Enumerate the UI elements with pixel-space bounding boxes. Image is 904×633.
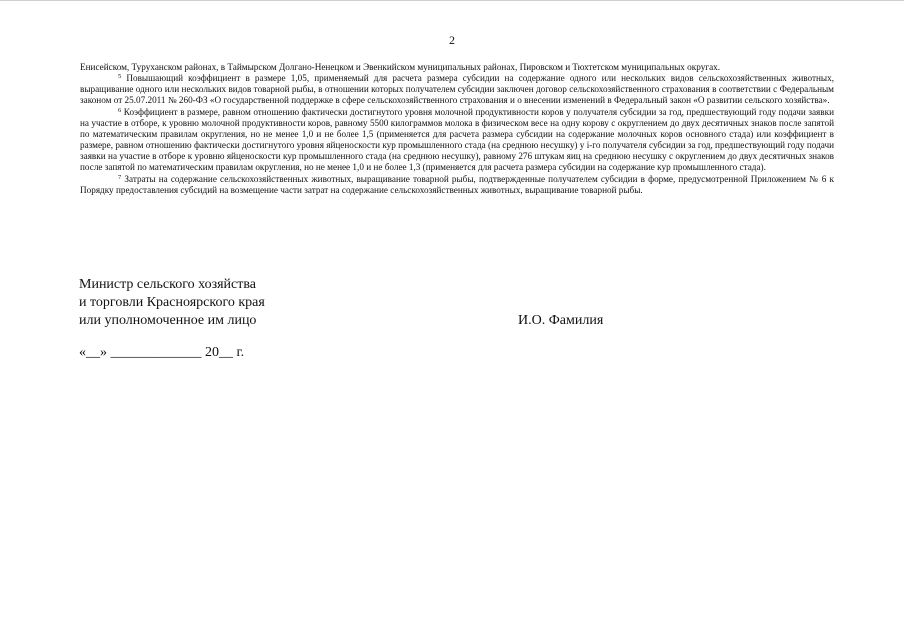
signatory-line: или уполномоченное им лицо — [79, 313, 257, 328]
footnote-text: Затраты на содержание сельскохозяйственных животных, выращивание товарной рыбы, подтвержденные получателем субсидии в форме, предусмотренной Приложением № 6 к Порядку предоставления субсидий на возмещение части затрат на содержание сельскохозяйственных животных, выращивание товарной рыбы. — [80, 173, 834, 195]
footnote-text: Коэффициент в размере, равном отношению фактически достигнутого уровня молочной продуктивности коров у получателя субсидии за год, предшествующий году подачи заявки на участие в отборе, к уровню молочной продуктивности коров, равному 5500 килограммов молока в физическом весе на одну корову с округлением до двух десятичных знаков после запятой по математическим правилам округления, но не менее 1,0 и не более 1,5 (применяется для расчета размера субсидии на содержание молочных коров основного стада) или коэффициент в размере, равном отношению фактически достигнутого уровня яйценоскости кур промышленного стада (на среднюю несушку) у i-го получателя субсидии за год, предшествующий году подачи заявки на участие в отборе к уровню яйценоскости кур промышленного стада (на среднюю несушку), равному 276 штукам яиц на среднюю несушку с округлением до двух десятичных знаков после запятой по математическим правилам округления, но не менее 1,0 и не более 1,3 (применяется для расчета размера субсидии на содержание кур промышленного стада). — [80, 106, 834, 173]
footnote-mark: 5 — [118, 73, 122, 81]
footnote-6 — [80, 107, 834, 174]
footnotes-block — [80, 62, 834, 196]
signatory-line: Министр сельского хозяйства — [79, 277, 256, 292]
footnote-7 — [80, 174, 834, 196]
signer-name: И.О. Фамилия — [518, 313, 604, 328]
top-border — [0, 0, 904, 1]
footnote-5 — [80, 73, 834, 106]
signatory-line: и торговли Красноярского края — [79, 295, 265, 310]
signatory-position — [79, 276, 265, 330]
footnote-mark: 7 — [118, 173, 122, 181]
footnote-text: Повышающий коэффициент в размере 1,05, применяемый для расчета размера субсидии на содержание одного или нескольких видов сельскохозяйственных животных, выращивание одного или нескольких видов товарной рыбы, в отношении которых получателем субсидии заключен договор сельскохозяйственного страхования в соответствии с Федеральным законом от 25.07.2011 № 260-ФЗ «О государственной поддержке в сфере сельскохозяйственного страхования и о внесении изменений в Федеральный закон «О развитии сельского хозяйства». — [80, 73, 834, 106]
date-line: «__» _____________ 20__ г. — [79, 345, 245, 360]
footnote-continuation: Енисейском, Туруханском районах, в Таймырском Долгано-Ненецком и Эвенкийском муниципальных районах, Пировском и Тюхтетском муниципальных округах. — [80, 62, 721, 72]
page-number: 2 — [449, 33, 455, 47]
footnote-mark: 6 — [118, 106, 122, 114]
